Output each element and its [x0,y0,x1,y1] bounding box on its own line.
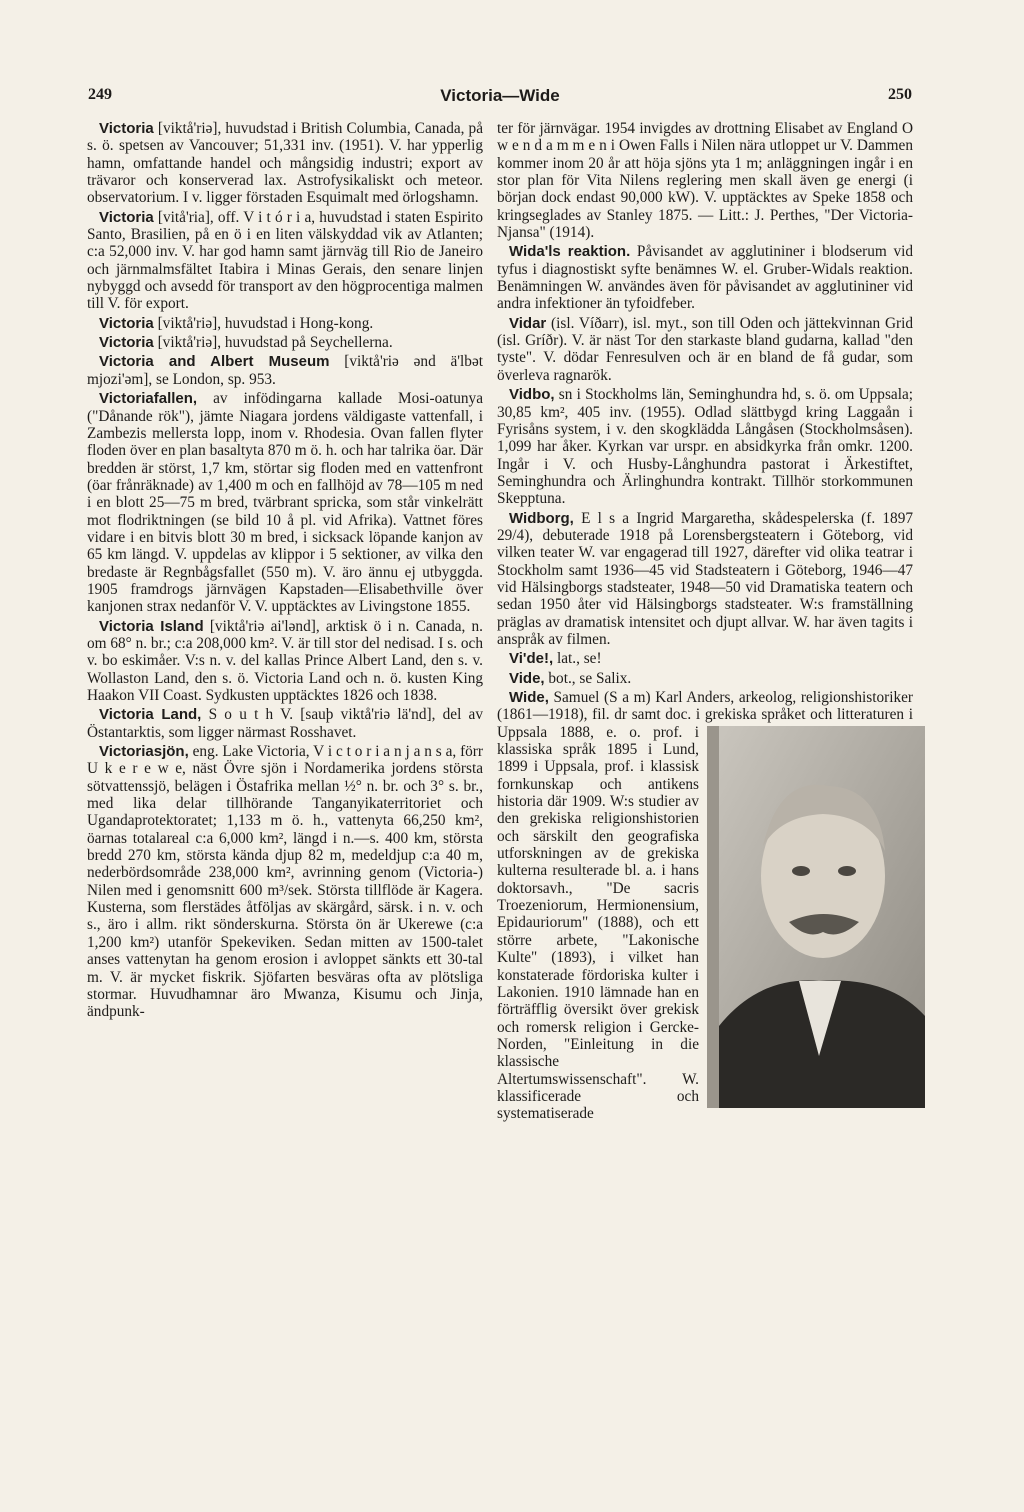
entry-head: Victoria Island [99,617,204,635]
entry [497,243,913,312]
entry [497,670,913,687]
entry [87,618,483,705]
entry-body: [viktå'riə], huvudstad i Hong-kong. [153,314,374,332]
portrait-photo [707,726,913,1108]
entry-head: Victoriafallen, [99,390,198,408]
entry-body: [viktå'riə], huvudstad i British Columbia, Canada, på s. ö. spetsen av Vancouver; 51,331 inv. (1951). V. har ypperlig hamn, omfattande handel och mångsidig industri; export av trävaror och konserverad lax. Astrofysikaliskt och meteor. observatorium. I v. ligger förstaden Esquimalt med örlogshamn. [87,120,483,207]
running-title: Victoria—Wide [440,86,560,105]
entry [497,315,913,384]
left-page-number: 249 [88,86,112,103]
entry-head: Victoria [99,314,154,332]
entry-body: bot., se Salix. [544,669,632,687]
entry [87,706,483,741]
entry-body: eng. Lake Victoria, V i c t o r i a n j a n s a, förr U k e r e w e, näst Övre sjön i Nordamerika jordens största sötvattenssjö, belägen i Östafrika mellan ½° n. br. och 3° s. br., med lika delar tillhörande Tanganyikaterritoriet och Ugandaprotektoratet; 1,133 m ö. h., vattenyta 66,250 km², öarnas totalareal c:a 6,000 km², längd i n.—s. 400 km, största bredd 270 km, största kända djup 82 m, medeldjup c:a 40 m, nederbördsområde 238,000 km², avrinning genom (Victoria-) Nilen med i genomsnitt 600 m³/sek. Största tillflöde är Kagera. Kusterna, som flerstädes åtföljas av skärgård, särsk. i n. v. och s., äro i allm. rikt sönderskurna. Största ön är Ukerewe (c:a 1,200 km²) utanför Spekeviken. Sedan mitten av 1500-talet anses vattenytan ha genom erosion i avloppet sänkts ett 30-tal m. V. är mycket fiskrik. Sjöfarten besväras ofta av plötsliga stormar. Huvudhamnar äro Mwanza, Kisumu och Jinja, ändpunk- [87,743,483,1021]
entry-body: [viktå'riə], huvudstad på Seychellerna. [153,334,393,352]
entry-head: Wide, [509,689,549,706]
entry [87,334,483,351]
entry [497,650,913,667]
entry-head: Victoriasjön, [99,743,189,761]
entry [87,390,483,615]
entry-body: Samuel (S a m) Karl Anders, arkeolog, religionshistoriker (1861—1918), fil. dr samt doc. i grekiska språket och litteraturen i Uppsala 1888, [497,689,913,741]
entry-body: [viktå'riə ənd ä'lbət mjozi'əm], se London, sp. 953. [87,353,483,388]
entry-head: Victoria [99,120,154,137]
entry-body: S o u t h V. [sauþ viktå'riə lä'nd], del av Östantarktis, som ligger närmast Rosshavet. [87,706,483,741]
entry-body: [viktå'riə ai'lənd], arktisk ö i n. Canada, n. om 68° n. br.; c:a 208,000 km². V. är till stor del nedisad. I s. och v. bo eskimåer. V:s n. v. del kallas Prince Albert Land, den s. v. Wollaston Land, den s. ö. Victoria Land och n. ö. kusten King Haakon VII Coast. Sydkusten upptäcktes 1826 och 1838. [87,617,483,704]
entry-head: Victoria [99,208,154,226]
entry [497,386,913,507]
entry-head: Victoria Land, [99,706,202,724]
entry-body: E l s a Ingrid Margaretha, skådespelerska (f. 1897 29/4), debuterade 1918 på Lorensbergsteatern i Göteborg, vid vilken teater W. var engagerad till 1927, därefter vid olika teatrar i Stockholm samt 1936—45 vid Stadsteatern i Göteborg, 1946—47 vid Hälsingborgs stadsteater, 1948—50 vid Dramatiska teatern och sedan 1950 åter vid Hälsingborgs stadsteater. W:s framställning präglas av dramatisk intensitet och djupt allvar. W. har även tagits i anspråk av filmen. [497,509,913,648]
entry-head: Vidbo, [509,386,555,404]
entry-head: Wida'ls reaktion. [509,243,631,261]
entry [87,743,483,1021]
entry-body: (isl. Víðarr), isl. myt., son till Oden och jättekvinnan Grid (isl. Gríðr). V. är näst Tor den starkaste bland gudarna, kallad "den tyste". V. dödar Fenresulven och är en bland de få gudar, som överleva ragnarök. [497,314,913,384]
entry [87,315,483,332]
entry-body-continued: e. o. prof. i klassiska språk 1895 i Lund, 1899 i Uppsala, prof. i klassisk fornkunskap och antikens historia där 1909. W:s studier av den grekiska religionshistorien och särskilt den geografiska utforskningen av de grekiska kulterna resulterade bl. a. i hans doktorsavh., "De sacris Troezeniorum, Hermionensium, Epidauriorum" (1888), och ett större arbete, "Lakonische Kulte" (1893), i vilket han konstaterade fördoriska kulter i Lakonien. 1910 lämnade han en förträfflig översikt över grekisk och romersk religion i Gercke-Norden, "Einleitung in die klassische Altertumswissenschaft". W. klassificerade och systematiserade [497,723,699,1123]
page-header [88,86,912,108]
entry [87,209,483,313]
entry-head: Victoria [99,334,154,352]
entry-head: Vidar [509,314,547,332]
left-column [87,120,483,1023]
entry-wide [497,689,913,1123]
entry [497,510,913,649]
entry-head: Victoria and Albert Museum [99,353,330,371]
entry-head: Widborg, [509,509,574,527]
entry-head: Vi'de!, [509,650,554,668]
right-column [497,120,913,1125]
entry-body: av infödingarna kallade Mosi-oatunya ("Dånande rök"), jämte Niagara jordens väldigaste vattenfall, i Zambezis mellersta lopp, inom v. Rhodesia. Ovan fallen flyter floden över en plan basaltyta 870 m ö. h. och har talrika öar. Där bredden är störst, 1,7 km, störtar sig floden med en vattenfront (öar frånräknade) av 1,400 m och en fallhöjd av 78—105 m ned i en blott 25—75 m bred, tvärbrant spricka, som står vinkelrätt mot flodriktningen (se bild 10 å pl. vid Afrika). Vattnet föres vidare i en bitvis blott 30 m bred, i sicksack löpande kanjon av 65 km längd. V. uppdelas av klippor i 5 sektioner, av vilka den bredaste är Regnbågsfallet (550 m). V. äro ännu ej utbyggda. 1905 framdrogs järnvägen Kapstaden—Elisabethville över kanjonen strax nedanför V. V. upptäcktes av Livingstone 1855. [87,390,483,616]
entry-body: lat., se! [553,650,602,668]
entry-head: Vide, [509,669,545,687]
continued-text: ter för järnvägar. 1954 invigdes av drottning Elisabet av England O w e n d a m m e n i Owen Falls i Nilen nära utloppet ur V. Dammen kommer inom 20 år att höja sjöns yta 1 m; anläggningen ingår i en stor plan för Vita Nilens reglering men skall även ge energi (i början dock endast 90,000 kW). V. upptäcktes av Speke 1858 och kringseglades av Stanley 1875. — Litt.: J. Perthes, "Der Victoria-Njansa" (1914). [497,120,913,242]
entry [87,120,483,207]
entry [87,353,483,388]
entry-body: Påvisandet av agglutininer i blodserum vid tyfus i diagnostiskt syfte benämnes W. el. Gruber-Widals reaktion. Benämningen W. användes även för påvisandet av agglutininer vid andra infektioner än tyfoidfeber. [497,243,913,313]
right-page-number: 250 [888,86,912,103]
entry-body: [vitå'ria], off. V i t ó r i a, huvudstad i staten Espirito Santo, Brasilien, på en ö i en liten välskyddad vik av Atlanten; c:a 52,000 inv. V. har god hamn samt järnväg till Rio de Janeiro och järnmalmsfältet Itabira i Minas Gerais, den senare linjen nybyggd och avsedd för transport av den högprocentiga malmen till V. för export. [87,208,483,313]
entry-body: sn i Stockholms län, Seminghundra hd, s. ö. om Uppsala; 30,85 km², 405 inv. (1955). Odlad slättbygd kring Laggaån i Fyrisåns system, i v. den skogklädda Långåsen (Stockholmsåsen). 1,099 har åker. Kyrkan var urspr. en absidkyrka från omkr. 1200. Ingår i V. och Husby-Långhundra pastorat i Ärkestiftet, Seminghundra och Ärlinghundra kontrakt. Tillhör storkommunen Skepptuna. [497,386,913,508]
